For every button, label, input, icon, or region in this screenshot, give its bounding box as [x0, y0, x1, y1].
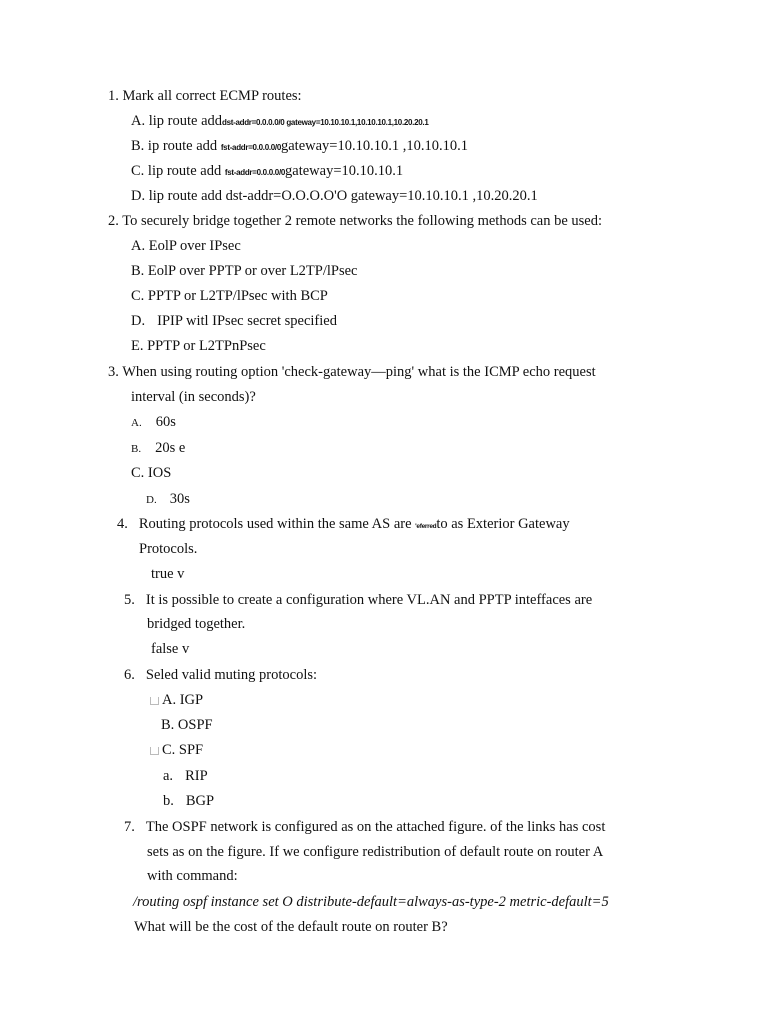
q7-cont2: with command: — [147, 868, 238, 884]
q1-option-b-small: fst-addr=0.0.0.0/0 — [220, 143, 281, 152]
q7-command: /routing ospf instance set O distribute-default=always-as-type-2 metric-default=5 — [133, 894, 609, 910]
q5-text: It is possible to create a configuration where VL.AN and PPTP inteffaces are — [145, 592, 593, 608]
q6-option-c-label: C. SPF — [162, 742, 204, 758]
q1-title: 1. Mark all correct ECMP routes: — [108, 88, 302, 104]
q3-title-cont: interval (in seconds)? — [131, 389, 256, 405]
q3-option-d-text: 30s — [169, 491, 190, 507]
q1-option-c-small: fst-addr=0.0.0.0/0 — [224, 168, 286, 177]
q3-option-d — [146, 490, 190, 509]
q2-option-d-text: IPIP witl IPsec secret specified — [157, 313, 337, 329]
q3-option-d-letter: D. — [146, 494, 157, 506]
q5-line — [124, 591, 592, 609]
q7-text: The OSPF network is configured as on the attached figure. of the links has cost — [145, 819, 606, 835]
q6-number: 6. — [124, 667, 135, 683]
q6-option-c[interactable] — [150, 741, 203, 759]
q1-option-a-small: dst-addr=0.0.0.0/0 gateway=10.10.10.1,10.10.10.1,10.20.20.1 — [222, 118, 429, 127]
q2-title: 2. To securely bridge together 2 remote networks the following methods can be used: — [108, 213, 603, 229]
q6-option-e-letter: b. — [163, 793, 174, 809]
q1-option-c-prefix: C. lip route add — [131, 163, 222, 179]
q6-option-d-text: RIP — [185, 768, 208, 784]
q1-option-b-suffix: gateway=10.10.10.1 ,10.10.10.1 — [281, 138, 468, 154]
q1-option-c — [131, 162, 403, 182]
q7-question: What will be the cost of the default route on router B? — [134, 919, 448, 935]
q5-number: 5. — [124, 592, 135, 608]
q2-option-d-letter: D. — [131, 313, 146, 329]
q6-option-b: B. OSPF — [161, 717, 213, 733]
q3-option-b — [131, 439, 185, 458]
q2-option-c: C. PPTP or L2TP/lPsec with BCP — [131, 288, 328, 304]
q3-option-b-letter: B. — [131, 443, 142, 455]
q6-option-a-label: A. IGP — [162, 692, 204, 708]
q7-number: 7. — [124, 819, 135, 835]
q2-option-d — [131, 312, 337, 330]
q3-option-c: C. IOS — [131, 465, 172, 481]
q1-option-a — [131, 112, 428, 132]
q1-option-c-suffix: gateway=10.10.10.1 — [285, 163, 404, 179]
q6-text: Seled valid muting protocols: — [145, 667, 318, 683]
q1-option-b-prefix: B. ip route add — [131, 138, 218, 154]
q3-option-b-text: 20s e — [155, 440, 186, 456]
q4-answer: true v — [151, 566, 185, 582]
q6-line — [124, 666, 317, 684]
q3-title: 3. When using routing option 'check-gateway—ping' what is the ICMP echo request — [108, 364, 596, 380]
q2-option-e: E. PPTP or L2TPnPsec — [131, 338, 266, 354]
q1-option-a-prefix: A. lip route add — [131, 113, 223, 129]
q4-number: 4. — [117, 516, 128, 532]
q4-line — [117, 515, 570, 536]
q4-prefix: Routing protocols used within the same AS are — [138, 516, 412, 532]
q6-option-e — [163, 792, 214, 810]
q4-small: 'eferred — [415, 523, 437, 530]
q3-option-a-letter: A. — [131, 417, 142, 429]
q4-suffix: to as Exterior Gateway — [436, 516, 570, 532]
q6-option-d-letter: a. — [163, 768, 174, 784]
q5-cont: bridged together. — [147, 616, 246, 632]
q1-option-d: D. lip route add dst-addr=O.O.O.O'O gateway=10.10.10.1 ,10.20.20.1 — [131, 188, 538, 204]
q6-option-c-checkbox[interactable] — [150, 747, 159, 755]
q4-cont: Protocols. — [139, 541, 198, 557]
q3-option-a — [131, 413, 176, 432]
q2-option-b: B. EolP over PPTP or over L2TP/lPsec — [131, 263, 358, 279]
q2-option-a: A. EolP over IPsec — [131, 238, 241, 254]
q7-cont1: sets as on the figure. If we configure redistribution of default route on router A — [147, 844, 604, 860]
q3-option-a-text: 60s — [155, 414, 176, 430]
q5-answer: false v — [151, 641, 190, 657]
q7-line — [124, 818, 605, 836]
q6-option-d — [163, 767, 208, 785]
q6-option-a-checkbox[interactable] — [150, 697, 159, 705]
q1-option-b — [131, 137, 468, 157]
q6-option-e-text: BGP — [185, 793, 215, 809]
q6-option-a[interactable] — [150, 691, 203, 709]
